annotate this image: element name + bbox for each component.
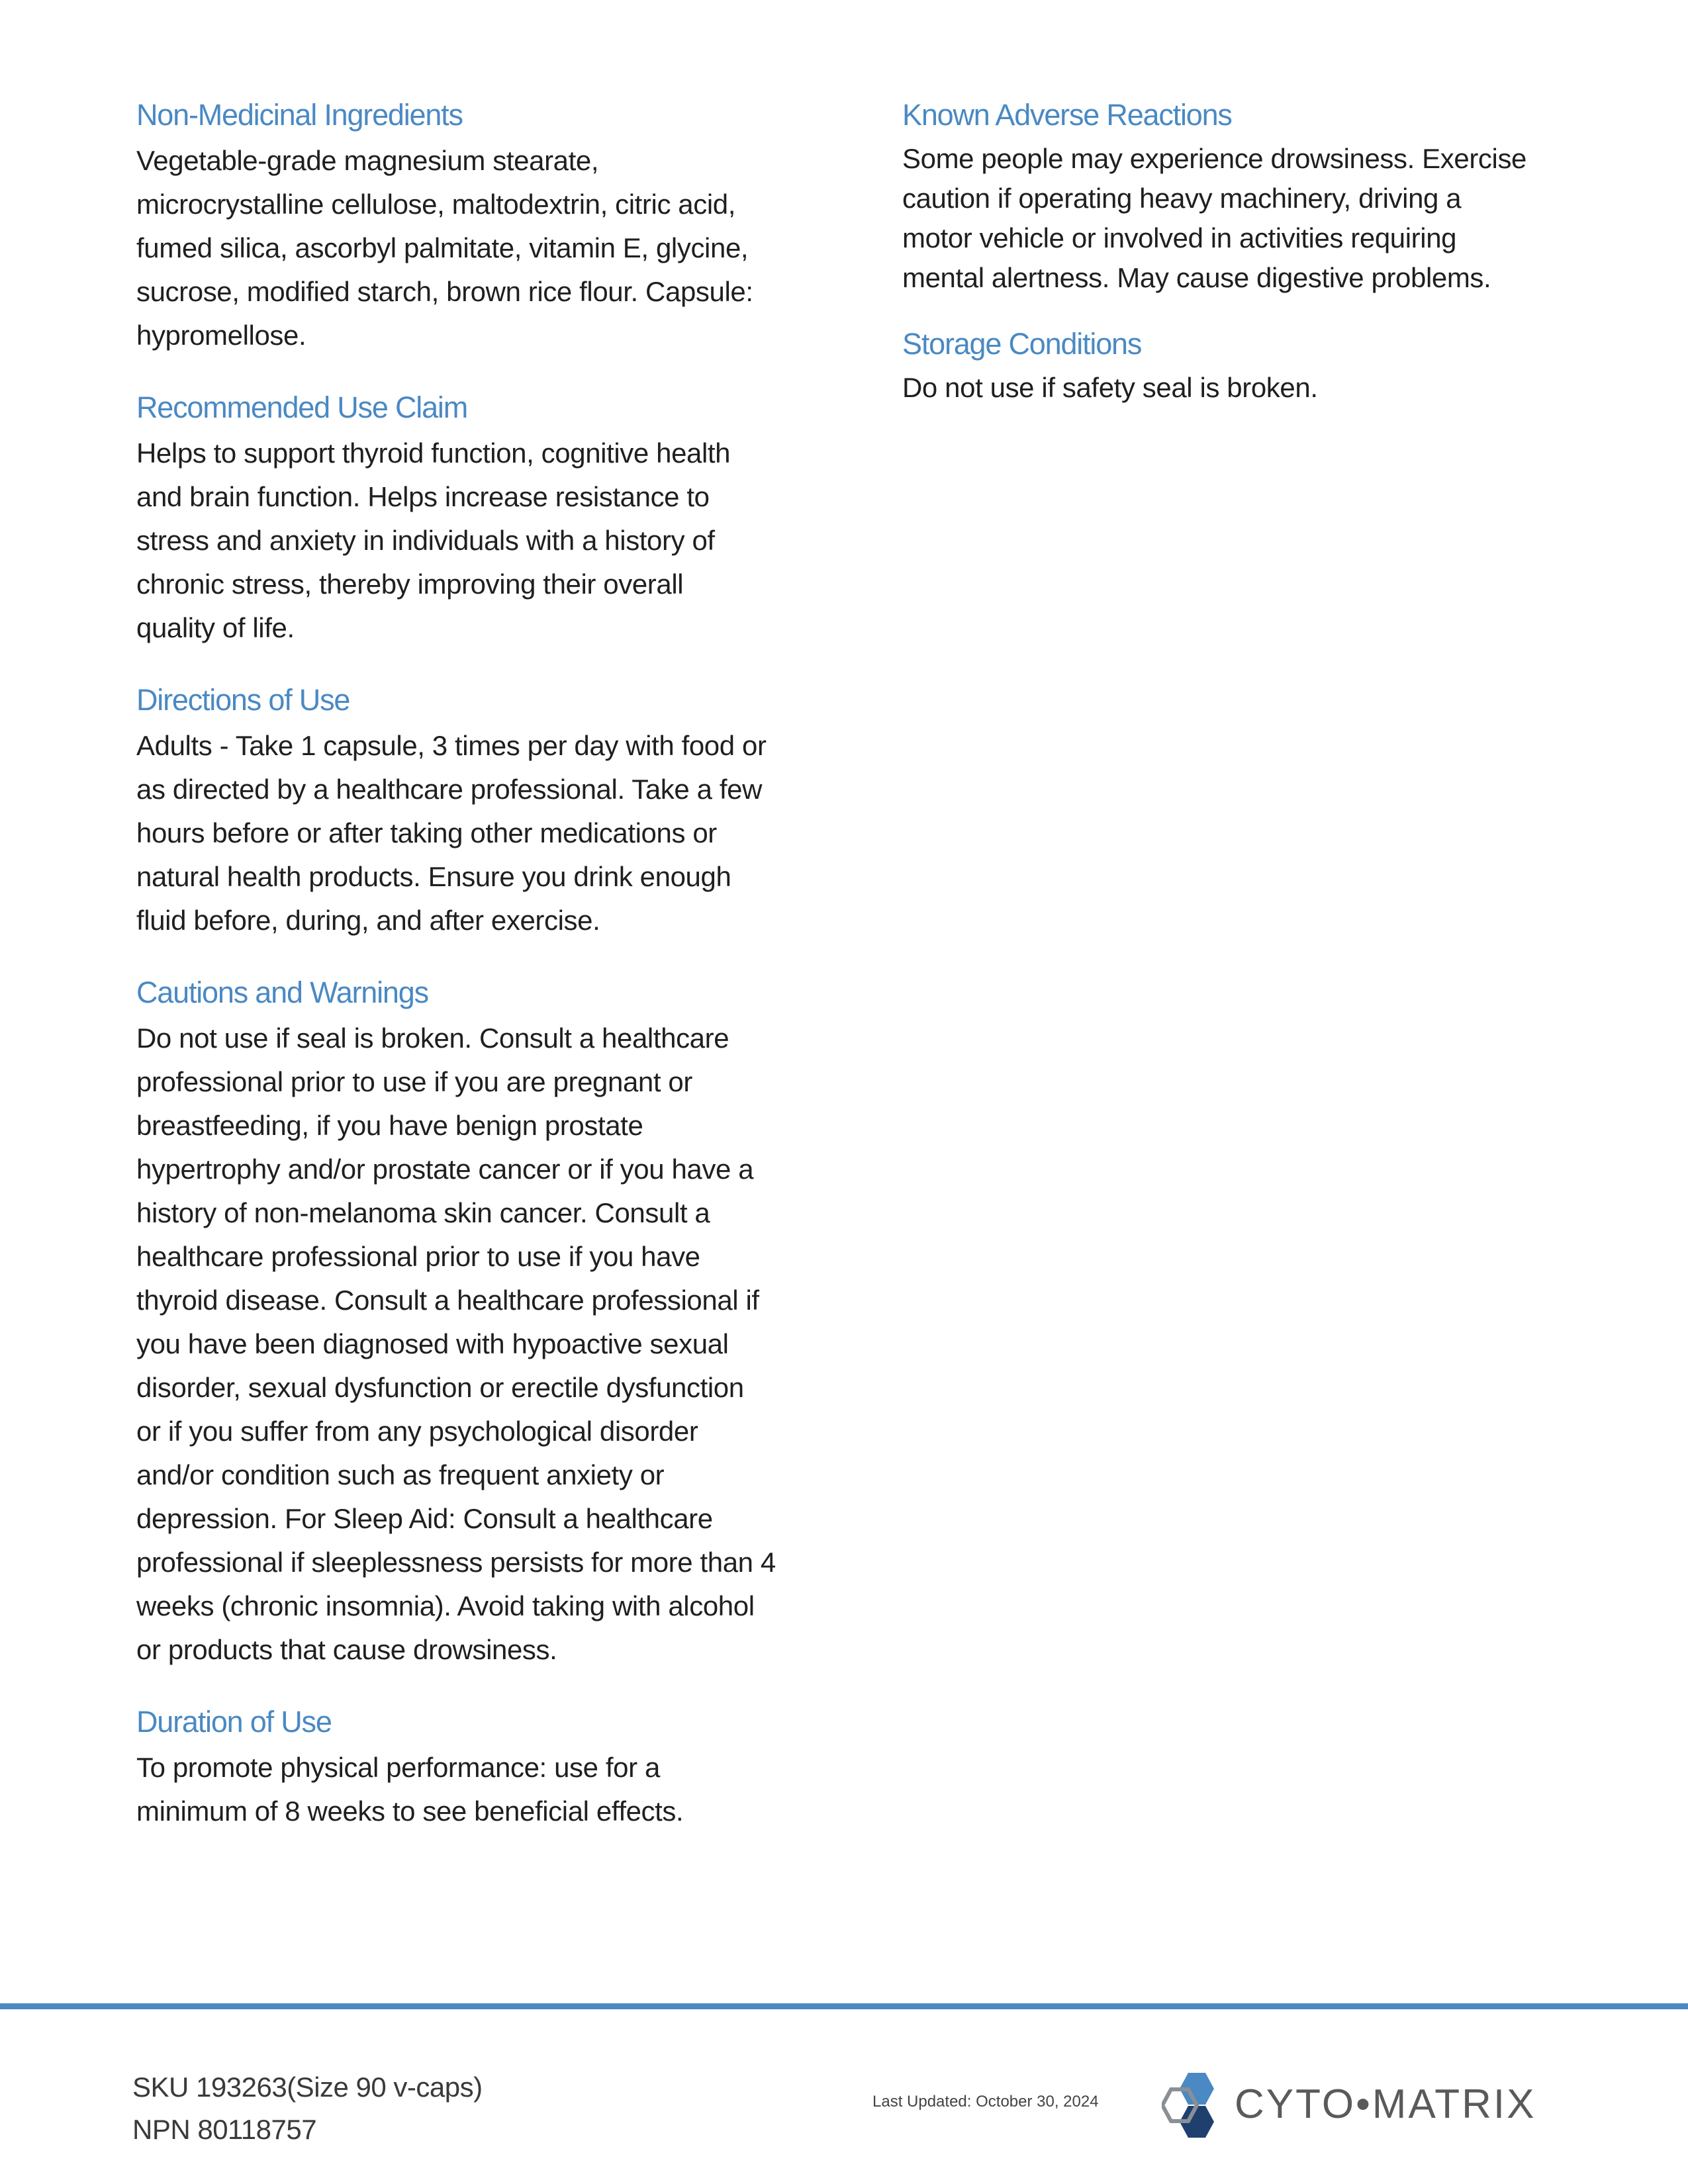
section-heading: Duration of Use [136,1705,332,1739]
section-duration-of-use [136,1702,798,1833]
section-storage-conditions [902,324,1538,408]
body-line: healthcare professional prior to use if you have [136,1241,700,1272]
body-line: you have been diagnosed with hypoactive sexual [136,1328,729,1359]
body-line: chronic stress, thereby improving their overall [136,569,684,600]
section-heading: Directions of Use [136,683,350,717]
body-line: Adults - Take 1 capsule, 3 times per day with food or [136,730,767,761]
hexagon-logo-icon [1162,2073,1214,2138]
body-line: microcrystalline cellulose, maltodextrin, citric acid, [136,189,736,220]
section-body [136,139,798,357]
body-line: fumed silica, ascorbyl palmitate, vitamin E, glycine, [136,232,749,263]
body-line: Some people may experience drowsiness. Exercise [902,143,1526,174]
body-line: sucrose, modified starch, brown rice flour. Capsule: [136,276,753,307]
sku-number: SKU 193263 [132,2071,287,2103]
cytomatrix-logo [1162,2069,1552,2142]
section-known-adverse-reactions [902,95,1538,298]
section-recommended-use-claim [136,388,798,650]
body-line: thyroid disease. Consult a healthcare professional if [136,1285,759,1316]
body-line: caution if operating heavy machinery, driving a [902,183,1462,214]
section-directions-of-use [136,680,798,942]
npn-line: NPN 80118757 [132,2114,317,2145]
body-line: Vegetable-grade magnesium stearate, [136,145,599,176]
body-line: professional if sleeplessness persists for more than 4 [136,1547,776,1578]
section-body [136,432,798,650]
section-heading: Storage Conditions [902,327,1142,361]
body-line: Do not use if seal is broken. Consult a healthcare [136,1023,729,1054]
sku-line [132,2066,483,2109]
body-line: breastfeeding, if you have benign prostate [136,1110,643,1141]
body-line: history of non-melanoma skin cancer. Consult a [136,1197,710,1228]
section-non-medicinal-ingredients [136,95,798,357]
logo-wordmark: CYTO•MATRIX [1235,2081,1536,2127]
section-heading: Cautions and Warnings [136,976,428,1009]
body-line: disorder, sexual dysfunction or erectile dysfunction [136,1372,744,1403]
body-line: mental alertness. May cause digestive problems. [902,262,1491,293]
right-column [902,95,1538,434]
section-heading: Non-Medicinal Ingredients [136,98,463,132]
body-line: Helps to support thyroid function, cognitive health [136,437,731,469]
section-cautions-and-warnings [136,973,798,1672]
body-line: stress and anxiety in individuals with a history of [136,525,715,556]
body-line: quality of life. [136,612,295,643]
body-line: and/or condition such as frequent anxiety or [136,1459,665,1490]
body-line: as directed by a healthcare professional. Take a few [136,774,762,805]
section-body [136,1746,798,1833]
body-line: fluid before, during, and after exercise. [136,905,600,936]
body-line: minimum of 8 weeks to see beneficial effects. [136,1796,684,1827]
section-body [902,368,1538,408]
section-heading: Known Adverse Reactions [902,98,1232,132]
footer-divider [0,2003,1688,2009]
section-heading: Recommended Use Claim [136,390,467,424]
section-body [136,1017,798,1672]
section-body [136,724,798,942]
body-line: or if you suffer from any psychological disorder [136,1416,698,1447]
body-line: To promote physical performance: use for a [136,1752,660,1783]
sku-size: (Size 90 v-caps) [287,2071,483,2103]
product-identifiers [132,2066,483,2151]
last-updated: Last Updated: October 30, 2024 [872,2093,1099,2111]
body-line: natural health products. Ensure you drink enough [136,861,731,892]
body-line: weeks (chronic insomnia). Avoid taking with alcohol [136,1590,755,1621]
body-line: hypromellose. [136,320,306,351]
body-line: and brain function. Helps increase resistance to [136,481,710,512]
section-body [902,139,1538,298]
body-line: depression. For Sleep Aid: Consult a healthcare [136,1503,713,1534]
body-line: Do not use if safety seal is broken. [902,372,1318,403]
body-line: or products that cause drowsiness. [136,1634,557,1665]
left-column [136,95,798,1864]
body-line: professional prior to use if you are pregnant or [136,1066,692,1097]
body-line: hours before or after taking other medications or [136,817,717,848]
body-line: hypertrophy and/or prostate cancer or if you have a [136,1154,754,1185]
body-line: motor vehicle or involved in activities requiring [902,222,1457,253]
